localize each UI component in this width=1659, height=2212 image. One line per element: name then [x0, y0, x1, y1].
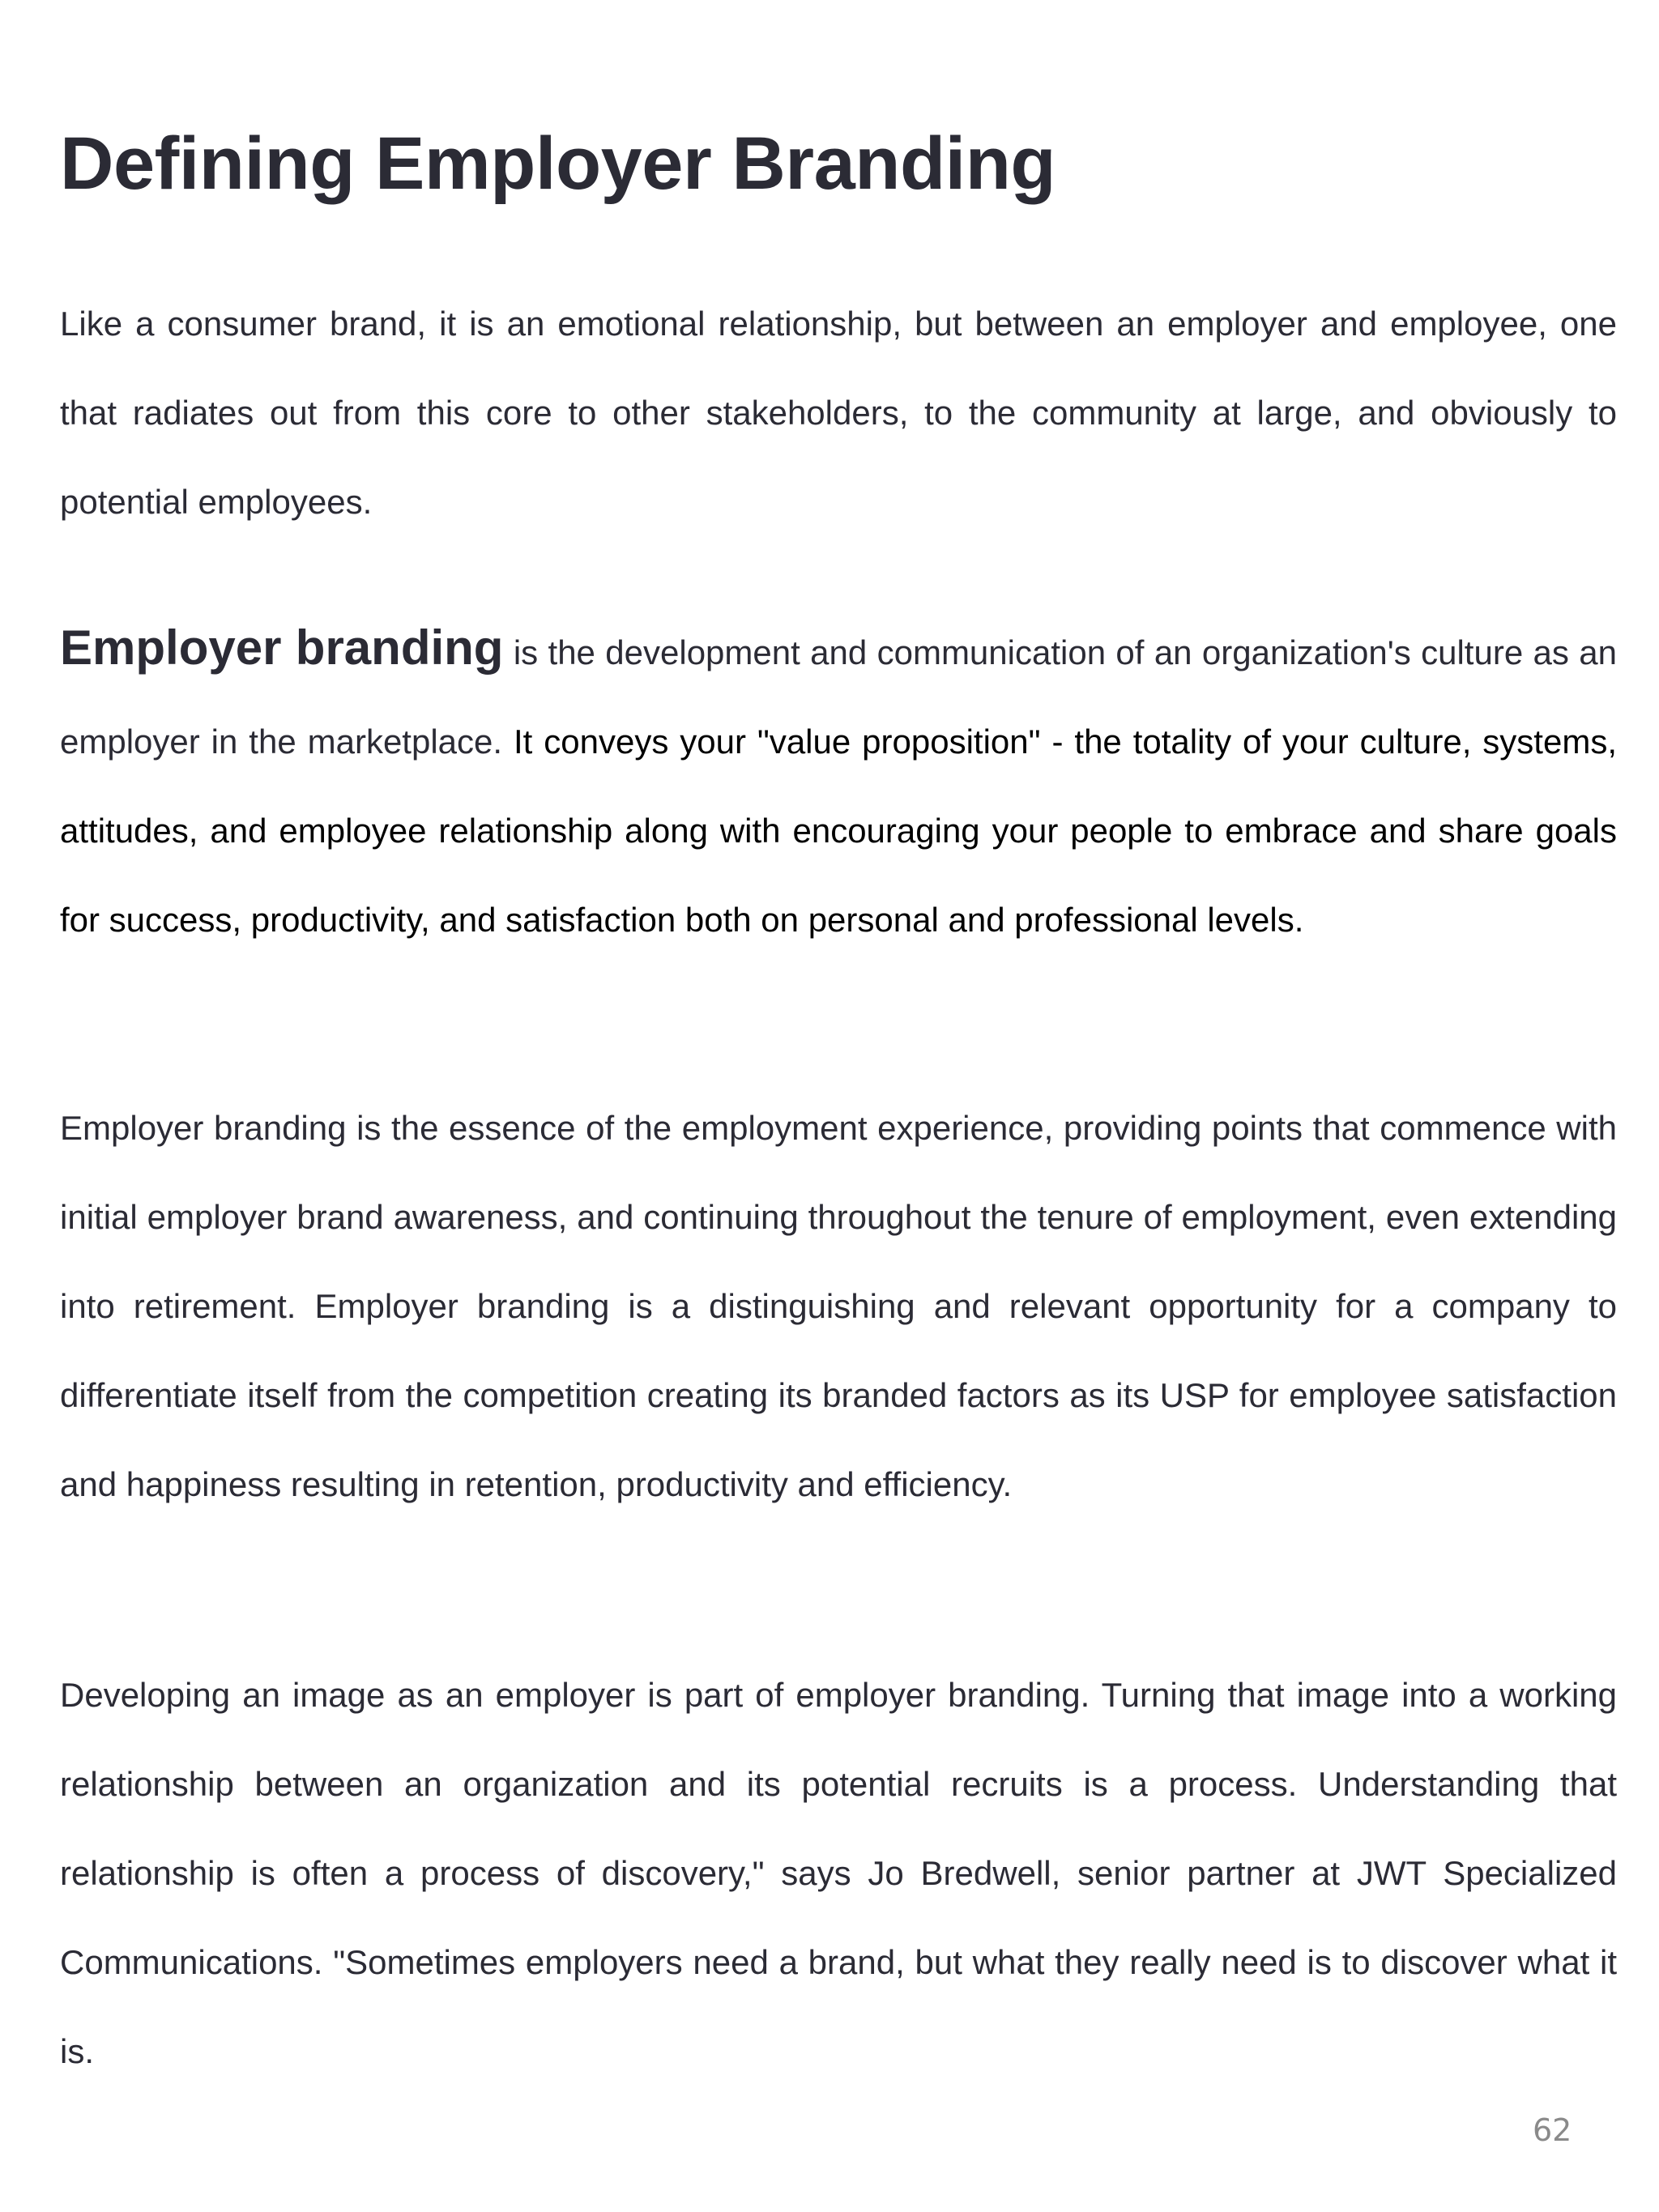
definition-body: is the development and communication of an organization's culture as an employer in the marketplace.	[60, 633, 1617, 761]
page-title: Defining Employer Branding	[60, 122, 1056, 205]
page-number: 62	[1533, 2112, 1572, 2148]
paragraph-employer-branding-definition	[60, 603, 1617, 965]
value-proposition-text: It conveys your "value proposition" - the totality of your culture, systems, attitudes, and employee relationship along with encouraging your people to embrace and share goals for success, productivity, and satisfaction both on personal and professional levels.	[60, 722, 1617, 939]
employer-branding-lead-term: Employer branding	[60, 620, 504, 675]
paragraph-employment-experience: Employer branding is the essence of the employment experience, providing points that commence with initial employer brand awareness, and continuing throughout the tenure of employment, even extending into retirement. Employer branding is a distinguishing and relevant opportunity for a company to differentiate itself from the competition creating its branded factors as its USP for employee satisfaction and happiness resulting in retention, productivity and efficiency.	[60, 1109, 1617, 1503]
paragraph-developing-image: Developing an image as an employer is part of employer branding. Turning that image into a working relationship between an organization and its potential recruits is a process. Understanding that relationship is often a process of discovery," says Jo Bredwell, senior partner at JWT Specialized Communications. "Sometimes employers need a brand, but what they really need is to discover what it is.	[60, 1676, 1617, 2070]
paragraph-consumer-brand: Like a consumer brand, it is an emotional relationship, but between an employer and employee, one that radiates out from this core to other stakeholders, to the community at large, and obviously to potential employees.	[60, 305, 1617, 521]
